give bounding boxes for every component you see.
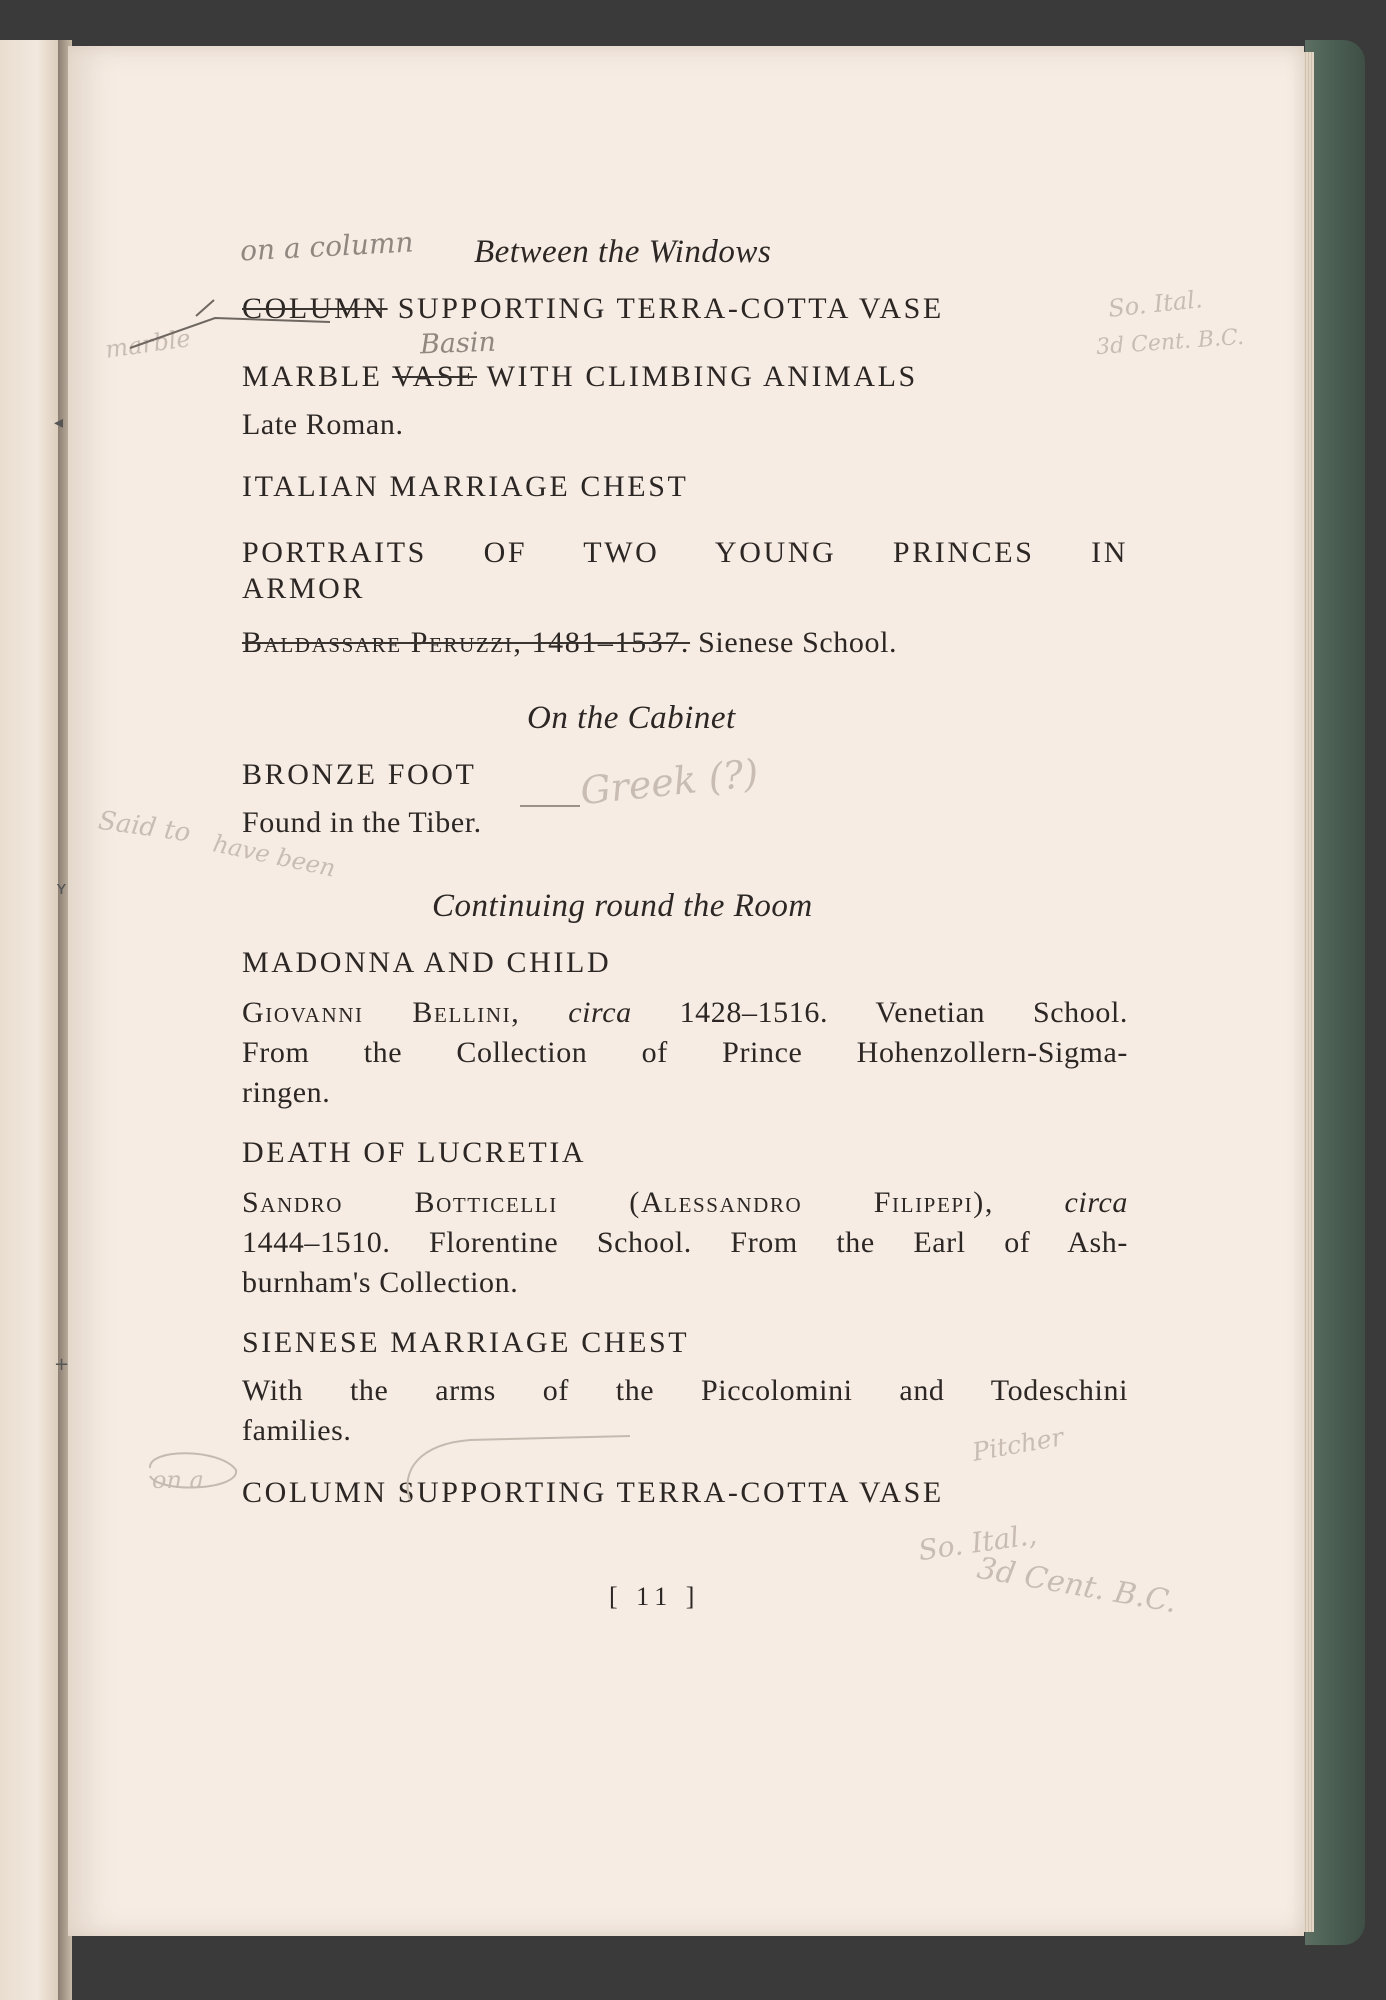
handwritten-note-on-a: on a: [152, 1466, 204, 1494]
struck-word-vase: VASE: [392, 360, 478, 393]
entry-bellini-provenance-end: ringen.: [242, 1076, 331, 1109]
entry-sienese-marriage-chest: SIENESE MARRIAGE CHEST: [242, 1326, 690, 1359]
circa-word: circa: [568, 996, 632, 1029]
entry-bronze-foot: BRONZE FOOT: [242, 758, 477, 791]
page-number: [ 11 ]: [609, 1582, 701, 1611]
entry-botticelli-attribution: [242, 1186, 1128, 1220]
entry-botticelli-line3: burnham's Collection.: [242, 1266, 519, 1299]
left-page-edge: [0, 40, 62, 2000]
entry-bellini-attribution: [242, 996, 1128, 1030]
entry-sienese-line2: families.: [242, 1414, 352, 1447]
handwritten-note-so-ital-2: So. Ital.,: [916, 1517, 1039, 1568]
circa-word: circa: [1064, 1186, 1128, 1219]
entry-death-of-lucretia: DEATH OF LUCRETIA: [242, 1136, 587, 1169]
handwritten-note-pitcher: Pitcher: [970, 1422, 1066, 1467]
entry-bellini-provenance: From the Collection of Prince Hohenzollern-Sigma-: [242, 1036, 1128, 1069]
section-heading-continuing: Continuing round the Room: [432, 888, 813, 924]
handwritten-note-3d-cent-1: 3d Cent. B.C.: [1095, 324, 1245, 361]
margin-tick: ʏ: [56, 878, 67, 899]
entry-peruzzi-attribution: [242, 626, 897, 660]
entry-title-text: SUPPORTING TERRA-COTTA VASE: [397, 292, 944, 325]
dates-school: 1428–1516. Venetian School.: [679, 996, 1128, 1029]
entry-column-terra-cotta-vase-2: COLUMN SUPPORTING TERRA-COTTA VASE: [242, 1476, 944, 1509]
entry-column-terra-cotta-vase: [242, 292, 944, 326]
artist-name: Sandro Botticelli (Alessandro Filipepi),: [242, 1186, 994, 1219]
handwritten-note-basin: Basin: [419, 326, 497, 361]
entry-title-part: MARBLE: [242, 360, 393, 393]
entry-portraits-line1: PORTRAITS OF TWO YOUNG PRINCES IN: [242, 536, 1128, 569]
section-heading-on-cabinet: On the Cabinet: [527, 700, 736, 736]
entry-portraits-line2: ARMOR: [242, 572, 366, 605]
struck-word-column: COLUMN: [242, 292, 388, 325]
entry-note-tiber: Found in the Tiber.: [242, 806, 482, 839]
handwritten-note-so-ital-1: So. Ital.: [1106, 285, 1204, 323]
entry-title-part: WITH CLIMBING ANIMALS: [477, 360, 918, 393]
handwritten-note-on-a-column: on a column: [239, 225, 415, 268]
section-heading-between-windows: Between the Windows: [474, 234, 772, 270]
entry-marble-vase: [242, 360, 918, 394]
handwritten-note-marble: marble: [103, 324, 193, 364]
entry-note-late-roman: Late Roman.: [242, 408, 404, 441]
entry-sienese-line1: With the arms of the Piccolomini and Todeschini: [242, 1374, 1128, 1407]
handwritten-note-have-been: have been: [210, 829, 338, 883]
catalog-page: [54, 46, 1304, 1936]
margin-tick: +: [54, 1354, 70, 1375]
entry-italian-marriage-chest: ITALIAN MARRIAGE CHEST: [242, 470, 689, 503]
margin-tick: ◂: [54, 412, 64, 433]
handwritten-note-greek: Greek (?): [578, 750, 761, 814]
book-cover-edge: [1305, 40, 1365, 1945]
handwritten-note-3d-cent-2: 3d Cent. B.C.: [974, 1550, 1180, 1621]
attribution-school: Sienese School.: [690, 626, 898, 659]
entry-madonna-and-child: MADONNA AND CHILD: [242, 946, 612, 979]
handwritten-note-said-to: Said to: [96, 805, 193, 849]
entry-botticelli-line2: 1444–1510. Florentine School. From the Earl of Ash-: [242, 1226, 1128, 1259]
struck-attribution: Baldassare Peruzzi, 1481–1537.: [242, 626, 691, 659]
artist-name: Giovanni Bellini,: [242, 996, 521, 1029]
